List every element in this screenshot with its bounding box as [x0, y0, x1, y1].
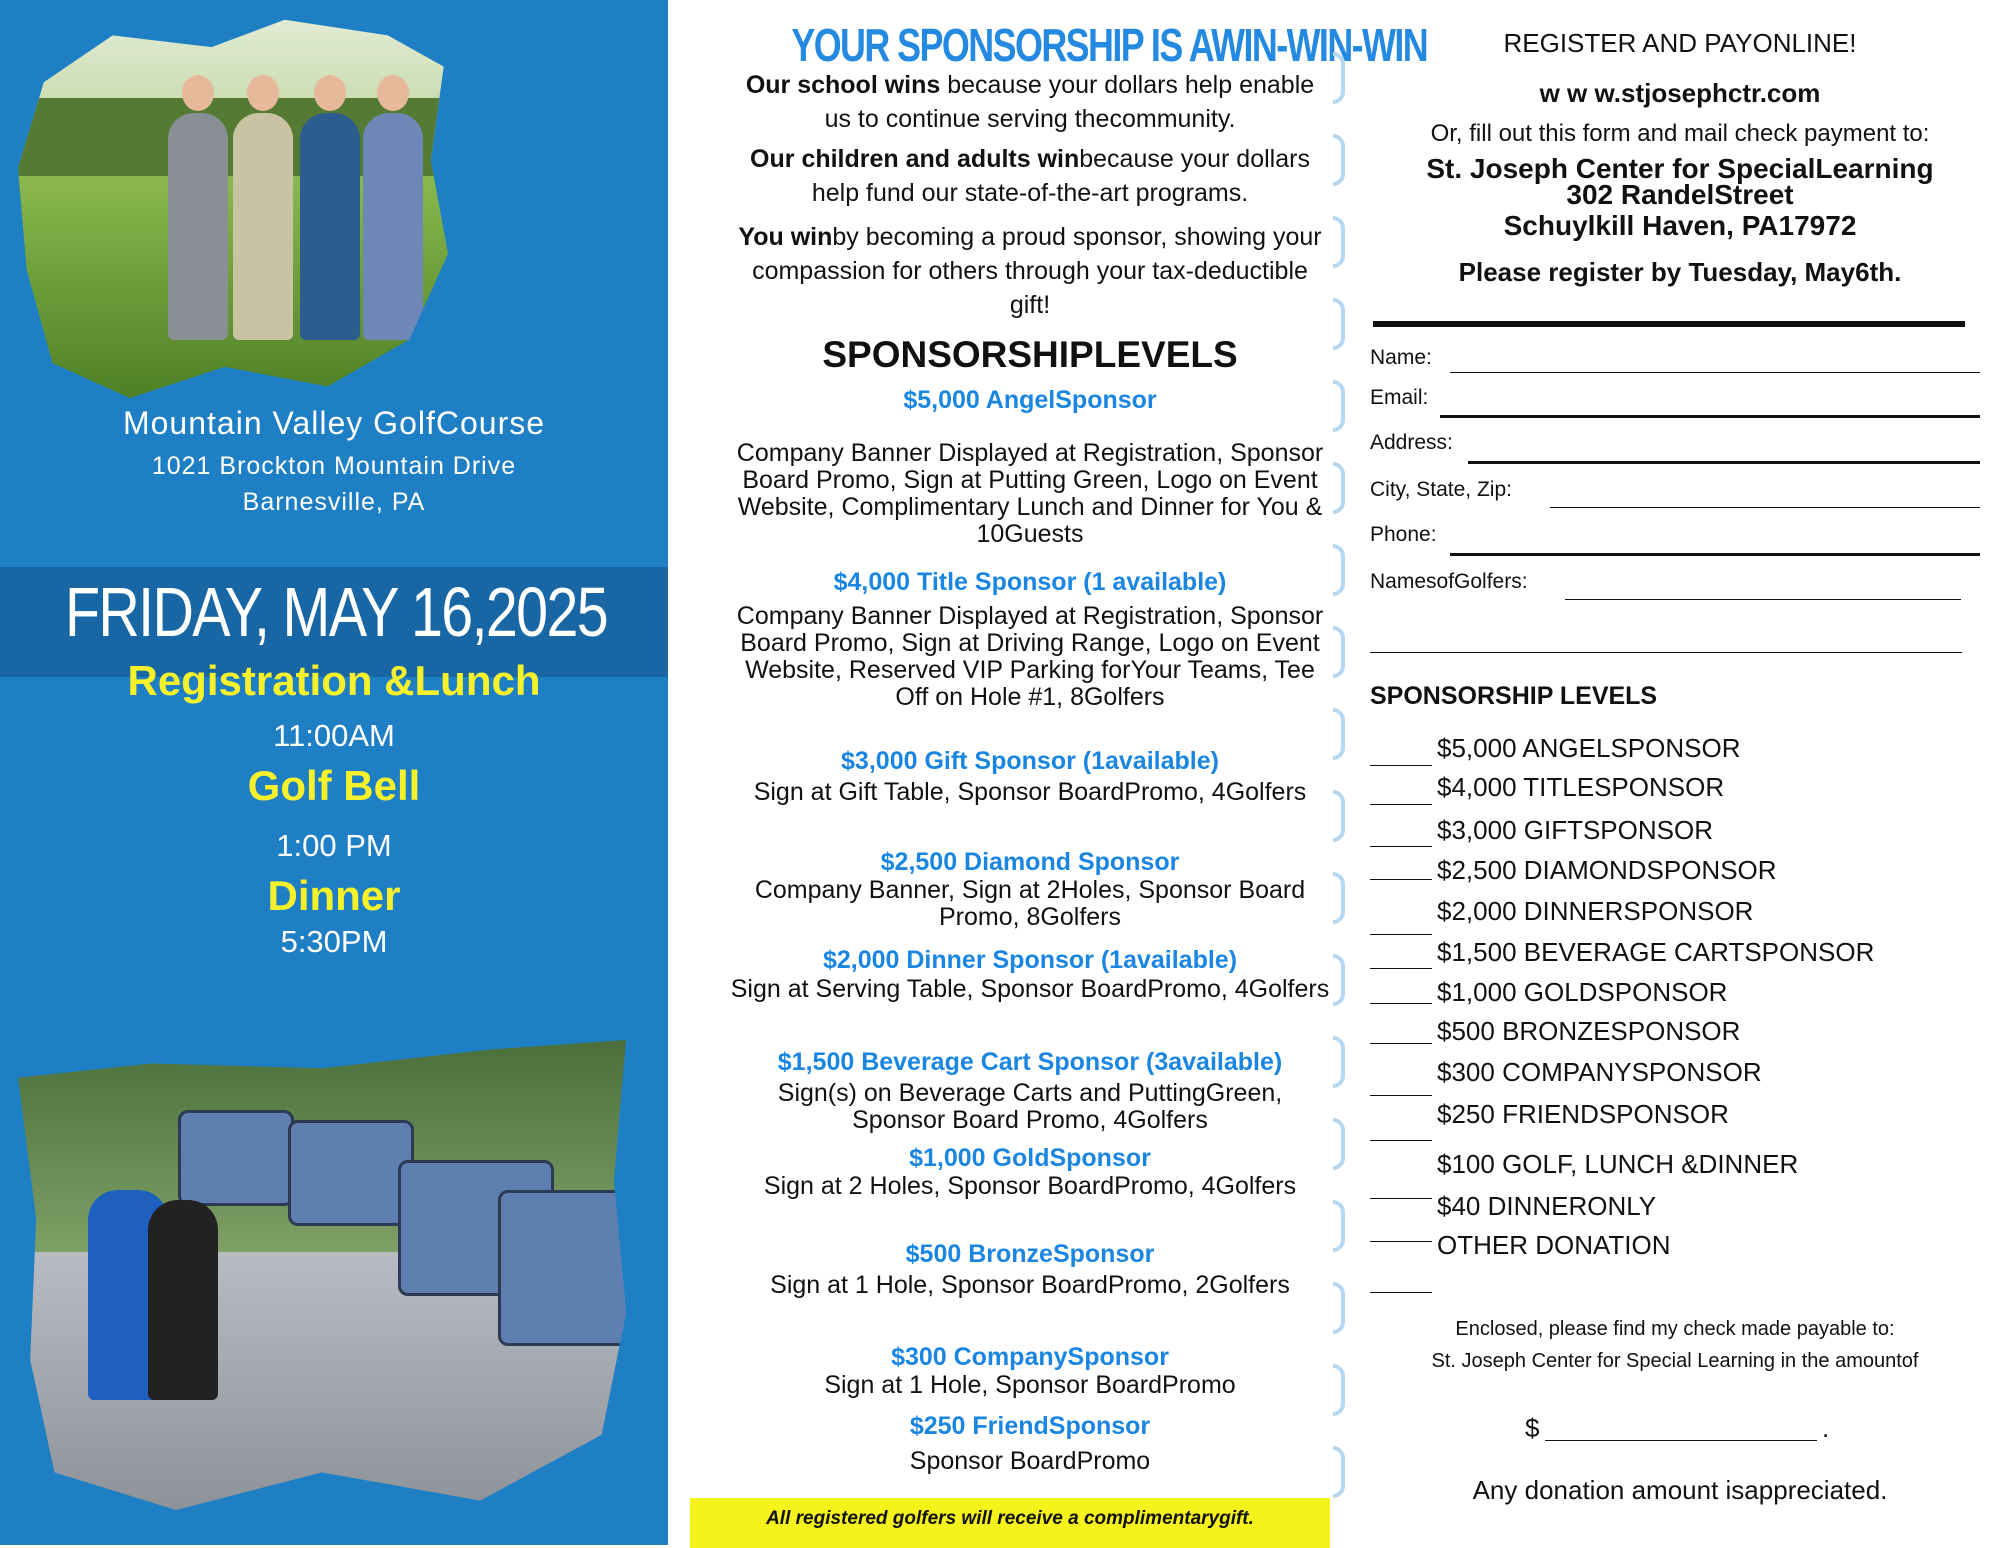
option-label: $500 BRONZESPONSOR: [1437, 1016, 1741, 1046]
register-deadline: Please register by Tuesday, May6th.: [1458, 257, 1902, 287]
section-divider: [1373, 321, 1965, 327]
divider-mark: [1333, 626, 1345, 678]
level-description: Company Banner, Sign at 2Holes, Sponsor Board Promo, 8Golfers: [754, 876, 1306, 931]
level-description: Company Banner Displayed at Registration, Sponsor Board Promo, Sign at Putting Green, Logo on Event Website, Complimentary Lunch and Dinner for You & 10Guests: [736, 439, 1324, 548]
golfers-group-photo: [18, 12, 448, 402]
golfer-names-field-2[interactable]: [1370, 652, 1962, 653]
divider-mark: [1333, 462, 1345, 514]
venue-street: 1021 Brockton Mountain Drive: [151, 452, 517, 480]
option-label: $1,500 BEVERAGE CARTSPONSOR: [1437, 937, 1875, 967]
mail-note: Or, fill out this form and mail check payment to:: [1430, 120, 1930, 147]
sponsorship-levels-heading: SPONSORSHIP LEVELS: [1370, 682, 1658, 710]
divider-mark: [1333, 216, 1345, 268]
org-name: St. Joseph Center for SpecialLearning: [1426, 153, 1934, 184]
divider-mark: [1333, 1036, 1345, 1088]
venue-name: Mountain Valley GolfCourse: [122, 405, 546, 441]
schedule-registration-time: 11:00AM: [273, 718, 395, 753]
divider-mark: [1333, 1364, 1345, 1416]
level-description: Sponsor BoardPromo: [909, 1447, 1151, 1475]
option-blank[interactable]: [1370, 846, 1432, 847]
level-name: $300 CompanySponsor: [891, 1343, 1169, 1371]
schedule-golf-label: Golf Bell: [247, 762, 421, 809]
divider-mark: [1333, 708, 1345, 760]
city-state-zip-label: City, State, Zip:: [1370, 478, 1512, 501]
schedule-dinner-label: Dinner: [267, 872, 401, 919]
level-description: Sign at 2 Holes, Sponsor BoardPromo, 4Golfers: [763, 1172, 1297, 1200]
option-blank[interactable]: [1370, 765, 1432, 766]
level-description: Sign at 1 Hole, Sponsor BoardPromo: [824, 1371, 1236, 1399]
option-label: $100 GOLF, LUNCH &DINNER: [1437, 1149, 1799, 1179]
option-label: $40 DINNERONLY: [1437, 1191, 1657, 1221]
check-note-2: St. Joseph Center for Special Learning in the amountof: [1431, 1350, 1919, 1372]
divider-mark: [1333, 380, 1345, 432]
golfer-names-field[interactable]: [1565, 599, 1961, 600]
level-name: $2,000 Dinner Sponsor (1available): [822, 946, 1238, 974]
venue-city: Barnesville, PA: [242, 488, 426, 516]
phone-label: Phone:: [1370, 523, 1437, 546]
intro-school: Our school wins because your dollars help enable us to continue serving thecommunity.: [745, 71, 1315, 133]
address-field[interactable]: [1468, 461, 1980, 464]
divider-mark: [1333, 52, 1345, 104]
schedule-dinner-time: 5:30PM: [280, 924, 388, 959]
level-name: $3,000 Gift Sponsor (1available): [841, 747, 1219, 775]
event-info-panel: [0, 0, 668, 1545]
divider-mark: [1333, 1282, 1345, 1334]
level-name: $1,000 GoldSponsor: [909, 1144, 1151, 1172]
divider-mark: [1333, 1446, 1345, 1498]
gift-note: All registered golfers will receive a complimentarygift.: [766, 1508, 1254, 1529]
option-label: $4,000 TITLESPONSOR: [1437, 772, 1725, 802]
level-description: Sign(s) on Beverage Carts and PuttingGreen, Sponsor Board Promo, 4Golfers: [777, 1079, 1283, 1134]
intro-you: You winby becoming a proud sponsor, showing your compassion for others through your tax-deductible gift!: [738, 223, 1322, 319]
option-label: $3,000 GIFTSPONSOR: [1437, 815, 1713, 845]
city-state-zip-field[interactable]: [1550, 507, 1980, 508]
option-blank[interactable]: [1370, 1095, 1432, 1096]
schedule-registration-label: Registration &Lunch: [127, 657, 541, 704]
name-field[interactable]: [1450, 372, 1980, 373]
option-blank[interactable]: [1370, 879, 1432, 880]
schedule-golf-time: 1:00 PM: [276, 828, 392, 863]
divider-mark: [1333, 790, 1345, 842]
option-blank[interactable]: [1370, 804, 1432, 805]
level-name: $250 FriendSponsor: [909, 1412, 1151, 1440]
level-description: Sign at Gift Table, Sponsor BoardPromo, 4Golfers: [753, 778, 1307, 806]
golf-carts-photo: [18, 1040, 626, 1510]
website-link[interactable]: w w w.stjosephctr.com: [1539, 78, 1821, 108]
divider-mark: [1333, 954, 1345, 1006]
option-blank[interactable]: [1370, 1043, 1432, 1044]
level-description: Sign at Serving Table, Sponsor BoardPromo, 4Golfers: [730, 975, 1330, 1003]
amount-field[interactable]: [1545, 1440, 1817, 1441]
option-label: $250 FRIENDSPONSOR: [1437, 1099, 1729, 1129]
phone-field[interactable]: [1450, 553, 1980, 556]
divider-mark: [1333, 298, 1345, 350]
option-label: OTHER DONATION: [1437, 1230, 1671, 1260]
option-blank[interactable]: [1370, 1198, 1432, 1199]
golfer-names-label: NamesofGolfers:: [1370, 570, 1528, 593]
register-heading: REGISTER AND PAYONLINE!: [1503, 28, 1857, 58]
amount-suffix: .: [1822, 1413, 1830, 1443]
name-label: Name:: [1370, 346, 1432, 369]
option-blank[interactable]: [1370, 1140, 1432, 1141]
check-note-1: Enclosed, please find my check made payable to:: [1455, 1318, 1895, 1340]
divider-mark: [1333, 134, 1345, 186]
level-name: $4,000 Title Sponsor (1 available): [833, 568, 1227, 596]
option-label: $2,500 DIAMONDSPONSOR: [1437, 855, 1777, 885]
option-label: $1,000 GOLDSPONSOR: [1437, 977, 1728, 1007]
option-label: $300 COMPANYSPONSOR: [1437, 1057, 1762, 1087]
closing-note: Any donation amount isappreciated.: [1472, 1475, 1888, 1505]
address-label: Address:: [1370, 431, 1453, 454]
level-description: Sign at 1 Hole, Sponsor BoardPromo, 2Golfers: [770, 1271, 1290, 1299]
divider-mark: [1333, 544, 1345, 596]
option-blank[interactable]: [1370, 968, 1432, 969]
org-street: 302 RandelStreet: [1566, 179, 1794, 210]
level-name: $1,500 Beverage Cart Sponsor (3available): [777, 1048, 1283, 1076]
divider-mark: [1333, 872, 1345, 924]
sponsorship-levels-title: SPONSORSHIPLEVELS: [822, 334, 1238, 375]
option-blank[interactable]: [1370, 934, 1432, 935]
org-city: Schuylkill Haven, PA17972: [1503, 210, 1857, 241]
level-name: $500 BronzeSponsor: [905, 1240, 1155, 1268]
level-name: $2,500 Diamond Sponsor: [880, 848, 1180, 876]
option-blank[interactable]: [1370, 1003, 1432, 1004]
event-date: FRIDAY, MAY 16,2025: [64, 573, 608, 651]
divider-mark: [1333, 1200, 1345, 1252]
divider-mark: [1333, 1118, 1345, 1170]
amount-prefix: $: [1525, 1413, 1540, 1443]
intro-children: Our children and adults winbecause your dollars help fund our state-of-the-art programs.: [750, 145, 1310, 207]
email-label: Email:: [1370, 386, 1429, 409]
option-blank[interactable]: [1370, 1292, 1432, 1293]
option-label: $5,000 ANGELSPONSOR: [1437, 733, 1741, 763]
level-description: Company Banner Displayed at Registration, Sponsor Board Promo, Sign at Driving Range, Logo on Event Website, Reserved VIP Parking forYour Teams, Tee Off on Hole #1, 8Golfers: [736, 602, 1324, 711]
headline: YOUR SPONSORSHIP IS AWIN-WIN-WIN: [791, 19, 1428, 71]
email-field[interactable]: [1440, 415, 1980, 418]
level-name: $5,000 AngelSponsor: [903, 386, 1157, 414]
option-label: $2,000 DINNERSPONSOR: [1437, 896, 1754, 926]
option-blank[interactable]: [1370, 1241, 1432, 1242]
